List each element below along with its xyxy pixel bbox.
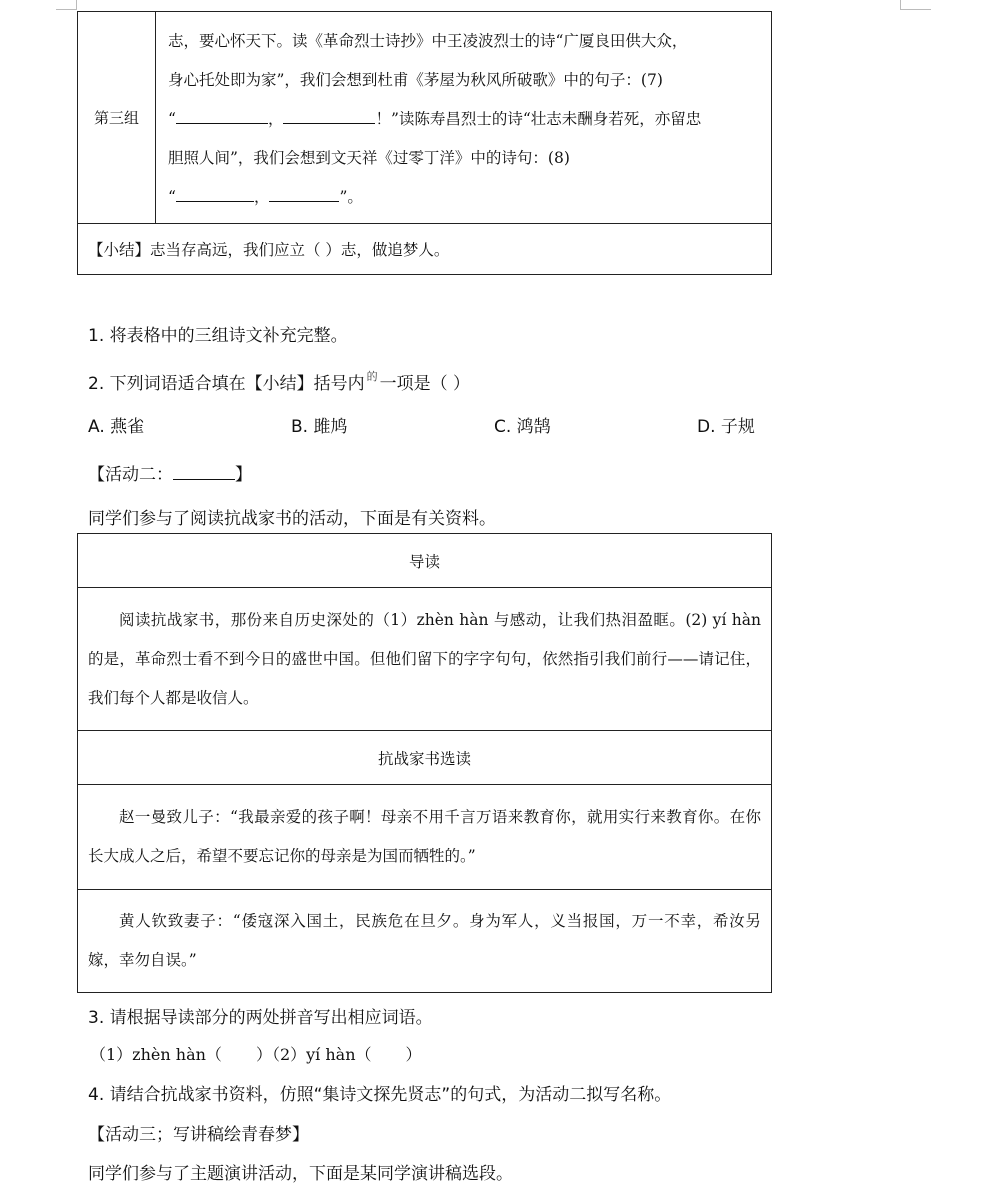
option-a[interactable]: A. 燕雀 xyxy=(88,417,145,437)
question-4: 4. 请结合抗战家书资料，仿照“集诗文探先贤志”的句式，为活动二拟写名称。 xyxy=(88,1085,672,1105)
fill-blank-8a[interactable] xyxy=(176,183,254,202)
fill-blank-7b[interactable] xyxy=(283,105,375,124)
option-b[interactable]: B. 雎鸠 xyxy=(291,417,348,437)
option-c[interactable]: C. 鸿鹄 xyxy=(494,417,551,437)
superscript-de: 的 xyxy=(366,370,378,383)
option-d[interactable]: D. 子规 xyxy=(697,417,755,437)
letters-table xyxy=(77,533,772,993)
activity-2-heading: 【活动二： 】 xyxy=(88,460,252,485)
poem-table xyxy=(77,11,772,275)
poem-line-3: “ ， ！”读陈寿昌烈士的诗“壮志未酬身若死，亦留忠 xyxy=(168,100,761,139)
activity-2-intro: 同学们参与了阅读抗战家书的活动，下面是有关资料。 xyxy=(88,509,496,529)
poem-line-5: “ ， ”。 xyxy=(168,178,761,217)
letters-heading: 抗战家书选读 xyxy=(78,731,772,785)
page-corner-mark-left xyxy=(56,0,77,10)
fill-blank-8b[interactable] xyxy=(269,183,339,202)
summary-row: 【小结】志当存高远，我们应立（ ）志，做追梦人。 xyxy=(78,224,772,275)
poem-line-2: 身心托处即为家”，我们会想到杜甫《茅屋为秋风所破歌》中的句子：(7) xyxy=(168,71,663,89)
activity-3-heading: 【活动三；写讲稿绘青春梦】 xyxy=(88,1125,309,1145)
page-corner-mark-right xyxy=(900,0,931,10)
letter-huang-renqin: 黄人钦致妻子：“倭寇深入国土，民族危在旦夕。身为军人，义当报国，万一不幸，希汝另嫁，幸勿自误。” xyxy=(78,890,772,993)
guide-paragraph: 阅读抗战家书，那份来自历史深处的（1）zhèn hàn 与感动，让我们热泪盈眶。(2) yí hàn 的是，革命烈士看不到今日的盛世中国。但他们留下的字字句句，依然指引我们前行——请记住，我们每个人都是收信人。 xyxy=(78,588,772,731)
question-3-answers: （1）zhèn hàn（ ）（2）yí hàn（ ） xyxy=(90,1045,422,1064)
guide-heading: 导读 xyxy=(78,534,772,588)
letter-zhao-yiman: 赵一曼致儿子：“我最亲爱的孩子啊！母亲不用千言万语来教育你，就用实行来教育你。在你长大成人之后，希望不要忘记你的母亲是为国而牺牲的。” xyxy=(78,785,772,890)
activity-3-intro: 同学们参与了主题演讲活动，下面是某同学演讲稿选段。 xyxy=(88,1164,513,1184)
poem-line-1: 志，要心怀天下。读《革命烈士诗抄》中王凌波烈士的诗“广厦良田供大众， xyxy=(168,32,688,50)
fill-blank-7a[interactable] xyxy=(176,105,268,124)
poem-cell xyxy=(156,12,772,224)
question-3: 3. 请根据导读部分的两处拼音写出相应词语。 xyxy=(88,1008,433,1028)
activity-2-name-blank[interactable] xyxy=(173,461,235,480)
poem-line-4: 胆照人间”，我们会想到文天祥《过零丁洋》中的诗句：(8) xyxy=(168,149,570,167)
question-1: 1. 将表格中的三组诗文补充完整。 xyxy=(88,326,348,346)
question-2: 2. 下列词语适合填在【小结】括号内 $^的$ 一项是（ ） xyxy=(88,370,471,394)
group-label: 第三组 xyxy=(78,12,156,224)
